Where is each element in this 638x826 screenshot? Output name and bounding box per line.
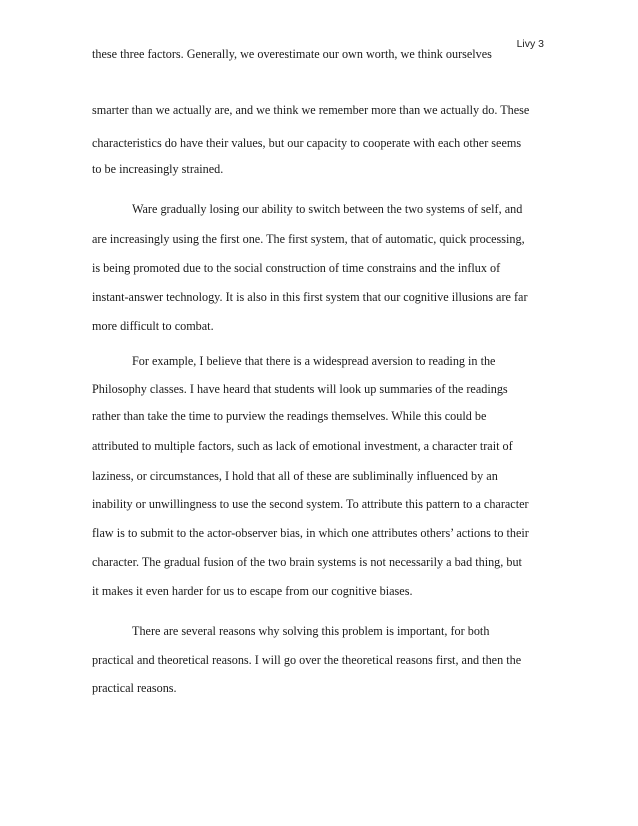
paragraph-3-line-5: laziness, or circumstances, I hold that all of these are subliminally influenced by an: [92, 469, 498, 483]
paragraph-3-line-4: attributed to multiple factors, such as lack of emotional investment, a character trait of: [92, 439, 513, 453]
paragraph-1-line-1: these three factors. Generally, we overestimate our own worth, we think ourselves: [92, 47, 492, 61]
paragraph-3-line-8: character. The gradual fusion of the two brain systems is not necessarily a bad thing, but: [92, 555, 522, 569]
paragraph-3-line-3: rather than take the time to purview the readings themselves. While this could be: [92, 409, 487, 423]
paragraph-2-line-5: more difficult to combat.: [92, 319, 214, 333]
paragraph-2-line-2: are increasingly using the first one. The first system, that of automatic, quick processing,: [92, 232, 525, 246]
paragraph-2-line-4: instant-answer technology. It is also in this first system that our cognitive illusions are far: [92, 290, 528, 304]
paragraph-1-line-4: to be increasingly strained.: [92, 162, 224, 176]
paragraph-1-line-2: smarter than we actually are, and we think we remember more than we actually do. These: [92, 103, 530, 117]
paragraph-4-line-2: practical and theoretical reasons. I will go over the theoretical reasons first, and then the: [92, 653, 522, 667]
paragraph-3-line-2: Philosophy classes. I have heard that students will look up summaries of the readings: [92, 382, 508, 396]
paragraph-3-line-9: it makes it even harder for us to escape from our cognitive biases.: [92, 584, 413, 598]
paragraph-4-line-1: There are several reasons why solving this problem is important, for both: [132, 624, 490, 638]
page-header: Livy 3: [516, 38, 544, 50]
paragraph-1-line-3: characteristics do have their values, but our capacity to cooperate with each other seems: [92, 136, 522, 150]
paragraph-3-line-7: flaw is to submit to the actor-observer bias, in which one attributes others’ actions to their: [92, 526, 529, 540]
paragraph-3-line-6: inability or unwillingness to use the second system. To attribute this pattern to a character: [92, 497, 529, 511]
paragraph-3-line-1: For example, I believe that there is a widespread aversion to reading in the: [132, 354, 496, 368]
paragraph-2-line-3: is being promoted due to the social construction of time constrains and the influx of: [92, 261, 501, 275]
paragraph-2-line-1: Ware gradually losing our ability to switch between the two systems of self, and: [132, 202, 523, 216]
paragraph-4-line-3: practical reasons.: [92, 681, 177, 695]
